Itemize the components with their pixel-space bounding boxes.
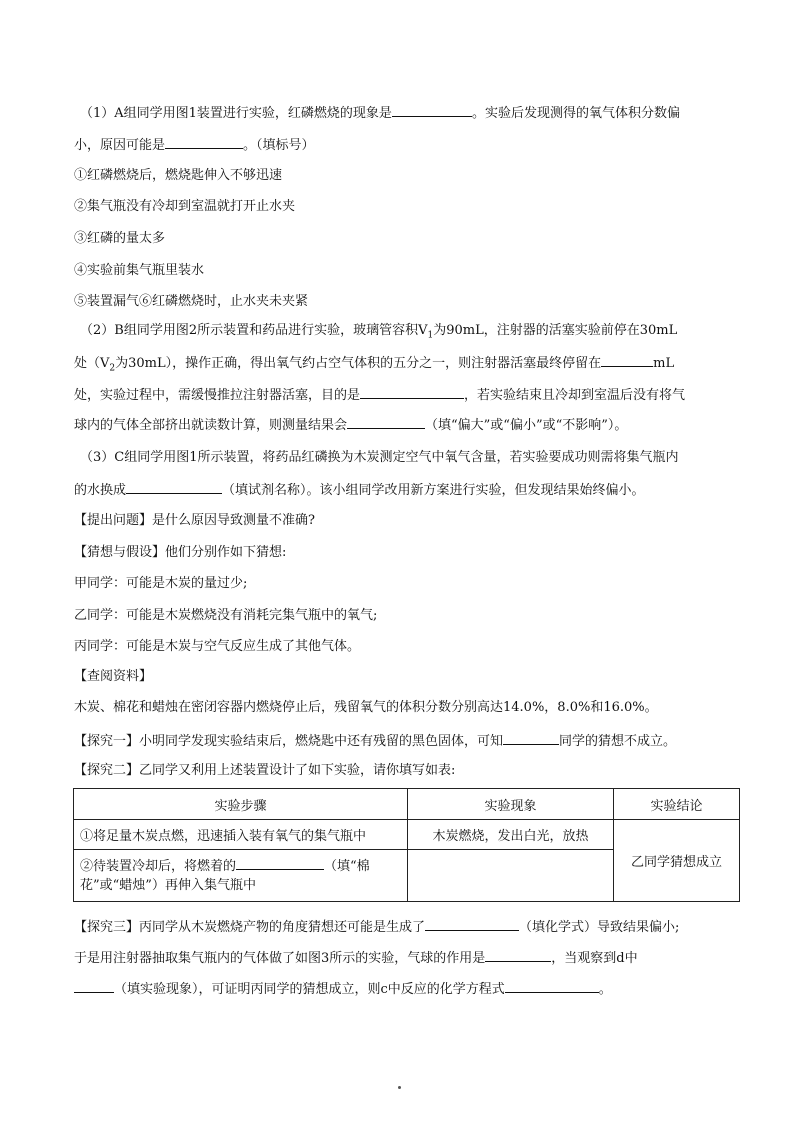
q2-text: 处（V bbox=[74, 356, 110, 371]
q1-option-2: ②集气瓶没有冷却到室温就打开止水夹 bbox=[74, 199, 296, 214]
explore1-text: 【探究一】小明同学发现实验结束后，燃烧匙中还有残留的黑色固体，可知 bbox=[74, 734, 504, 749]
answer-blank[interactable] bbox=[505, 979, 599, 993]
explore3-text: 【探究三】丙同学从木炭燃烧产物的角度猜想还可能是生成了 bbox=[74, 920, 426, 935]
q2-text: 球内的气体全部挤出就读数计算，则测量结果会 bbox=[74, 418, 348, 433]
answer-blank[interactable] bbox=[392, 103, 472, 117]
q2-text: （填“偏大”或“偏小”或“不影响”）。 bbox=[425, 418, 628, 433]
info-heading: 【查阅资料】 bbox=[74, 669, 153, 684]
q1-text: 。（填标号） bbox=[243, 138, 315, 153]
table-cell-conclusion: 乙同学猜想成立 bbox=[614, 820, 740, 902]
explore3-text: 。 bbox=[598, 982, 612, 997]
answer-blank[interactable] bbox=[360, 385, 464, 399]
cell-text: （填“棉 bbox=[324, 859, 370, 874]
table-cell bbox=[74, 850, 408, 902]
table-cell: 木炭燃烧，发出白光，放热 bbox=[408, 820, 614, 850]
subscript: 2 bbox=[109, 363, 116, 374]
q2-line-1 bbox=[80, 322, 677, 345]
cell-text: ②待装置冷却后，将燃着的 bbox=[80, 859, 237, 874]
q2-text: （2）B组同学用图2所示装置和药品进行实验，玻璃管容积V bbox=[80, 323, 428, 338]
experiment-table bbox=[73, 788, 740, 902]
q3-line-2 bbox=[74, 480, 645, 500]
q1-text: （1）A组同学用图1装置进行实验，红磷燃烧的现象是 bbox=[80, 106, 392, 121]
answer-blank[interactable] bbox=[425, 917, 519, 931]
q1-option-3: ③红磷的量太多 bbox=[74, 231, 166, 246]
answer-blank[interactable] bbox=[165, 135, 243, 149]
q2-text: 处，实验过程中，需缓慢推拉注射器活塞，目的是 bbox=[74, 388, 361, 403]
answer-blank[interactable] bbox=[347, 415, 425, 429]
hypothesis-heading: 【猜想与假设】他们分别作如下猜想: bbox=[74, 545, 287, 560]
q2-text: 为90mL，注射器的活塞实验前停在30mL bbox=[433, 323, 678, 338]
table-cell-empty[interactable] bbox=[408, 850, 614, 902]
table-header: 实验现象 bbox=[408, 789, 614, 820]
q2-line-2 bbox=[74, 353, 674, 378]
answer-blank[interactable] bbox=[74, 979, 114, 993]
q2-line-3 bbox=[74, 385, 685, 405]
q1-option-5: ⑤装置漏气⑥红磷燃烧时，止水夹未夹紧 bbox=[74, 294, 309, 309]
explore-3-line-2 bbox=[74, 948, 638, 968]
explore-1 bbox=[74, 731, 676, 751]
q1-text: 。实验后发现测得的氧气体积分数偏 bbox=[471, 106, 680, 121]
explore-2: 【探究二】乙同学又利用上述装置设计了如下实验，请你填写如表: bbox=[74, 763, 456, 778]
q2-text: ，若实验结束且冷却到室温后没有将气 bbox=[464, 388, 686, 403]
answer-blank[interactable] bbox=[601, 353, 653, 367]
q2-text: mL bbox=[653, 356, 675, 371]
hypothesis-bing: 丙同学：可能是木炭与空气反应生成了其他气体。 bbox=[74, 639, 361, 654]
explore3-text: （填化学式）导致结果偏小; bbox=[519, 920, 680, 935]
explore-3-line-3 bbox=[74, 979, 612, 999]
table-cell: ①将足量木炭点燃，迅速插入装有氧气的集气瓶中 bbox=[74, 820, 408, 850]
hypothesis-jia: 甲同学：可能是木炭的量过少; bbox=[74, 576, 248, 591]
q1-option-4: ④实验前集气瓶里装水 bbox=[74, 263, 205, 278]
answer-blank[interactable] bbox=[503, 731, 559, 745]
explore-3-line-1 bbox=[74, 917, 679, 937]
explore3-text: （填实验现象），可证明丙同学的猜想成立，则c中反应的化学方程式 bbox=[114, 982, 505, 997]
cell-text: 花”或“蜡烛”）再伸入集气瓶中 bbox=[80, 878, 256, 893]
table-header: 实验结论 bbox=[614, 789, 740, 820]
q2-text: 为30mL），操作正确，得出氧气约占空气体积的五分之一，则注射器活塞最终停留在 bbox=[115, 356, 602, 371]
info-text: 木炭、棉花和蜡烛在密闭容器内燃烧停止后，残留氧气的体积分数分别高达14.0%，8.0%和16.0%。 bbox=[74, 700, 658, 715]
q1-option-1: ①红磷燃烧后，燃烧匙伸入不够迅速 bbox=[74, 168, 283, 183]
answer-blank[interactable] bbox=[236, 856, 324, 870]
page-dot bbox=[398, 1086, 401, 1089]
explore1-text: 同学的猜想不成立。 bbox=[559, 734, 677, 749]
q1-text: 小，原因可能是 bbox=[74, 138, 166, 153]
q3-line-1: （3）C组同学用图1所示装置，将药品红磷换为木炭测定空气中氧气含量，若实验要成功则需将集气瓶内 bbox=[80, 450, 679, 465]
q3-text: 的水换成 bbox=[74, 483, 127, 498]
q1-line-1 bbox=[80, 103, 680, 123]
q3-text: （填试剂名称）。该小组同学改用新方案进行实验，但发现结果始终偏小。 bbox=[222, 483, 645, 498]
subscript: 1 bbox=[427, 330, 434, 341]
answer-blank[interactable] bbox=[485, 948, 551, 962]
table-header-row bbox=[74, 789, 740, 820]
q1-line-2 bbox=[74, 135, 315, 155]
problem-statement: 【提出问题】是什么原因导致测量不准确? bbox=[74, 513, 315, 528]
table-row bbox=[74, 820, 740, 850]
hypothesis-yi: 乙同学：可能是木炭燃烧没有消耗完集气瓶中的氧气; bbox=[74, 608, 378, 623]
explore3-text: 于是用注射器抽取集气瓶内的气体做了如图3所示的实验，气球的作用是 bbox=[74, 951, 486, 966]
answer-blank[interactable] bbox=[126, 480, 222, 494]
q2-line-4 bbox=[74, 415, 627, 435]
table-header: 实验步骤 bbox=[74, 789, 408, 820]
explore3-text: ，当观察到d中 bbox=[551, 951, 638, 966]
